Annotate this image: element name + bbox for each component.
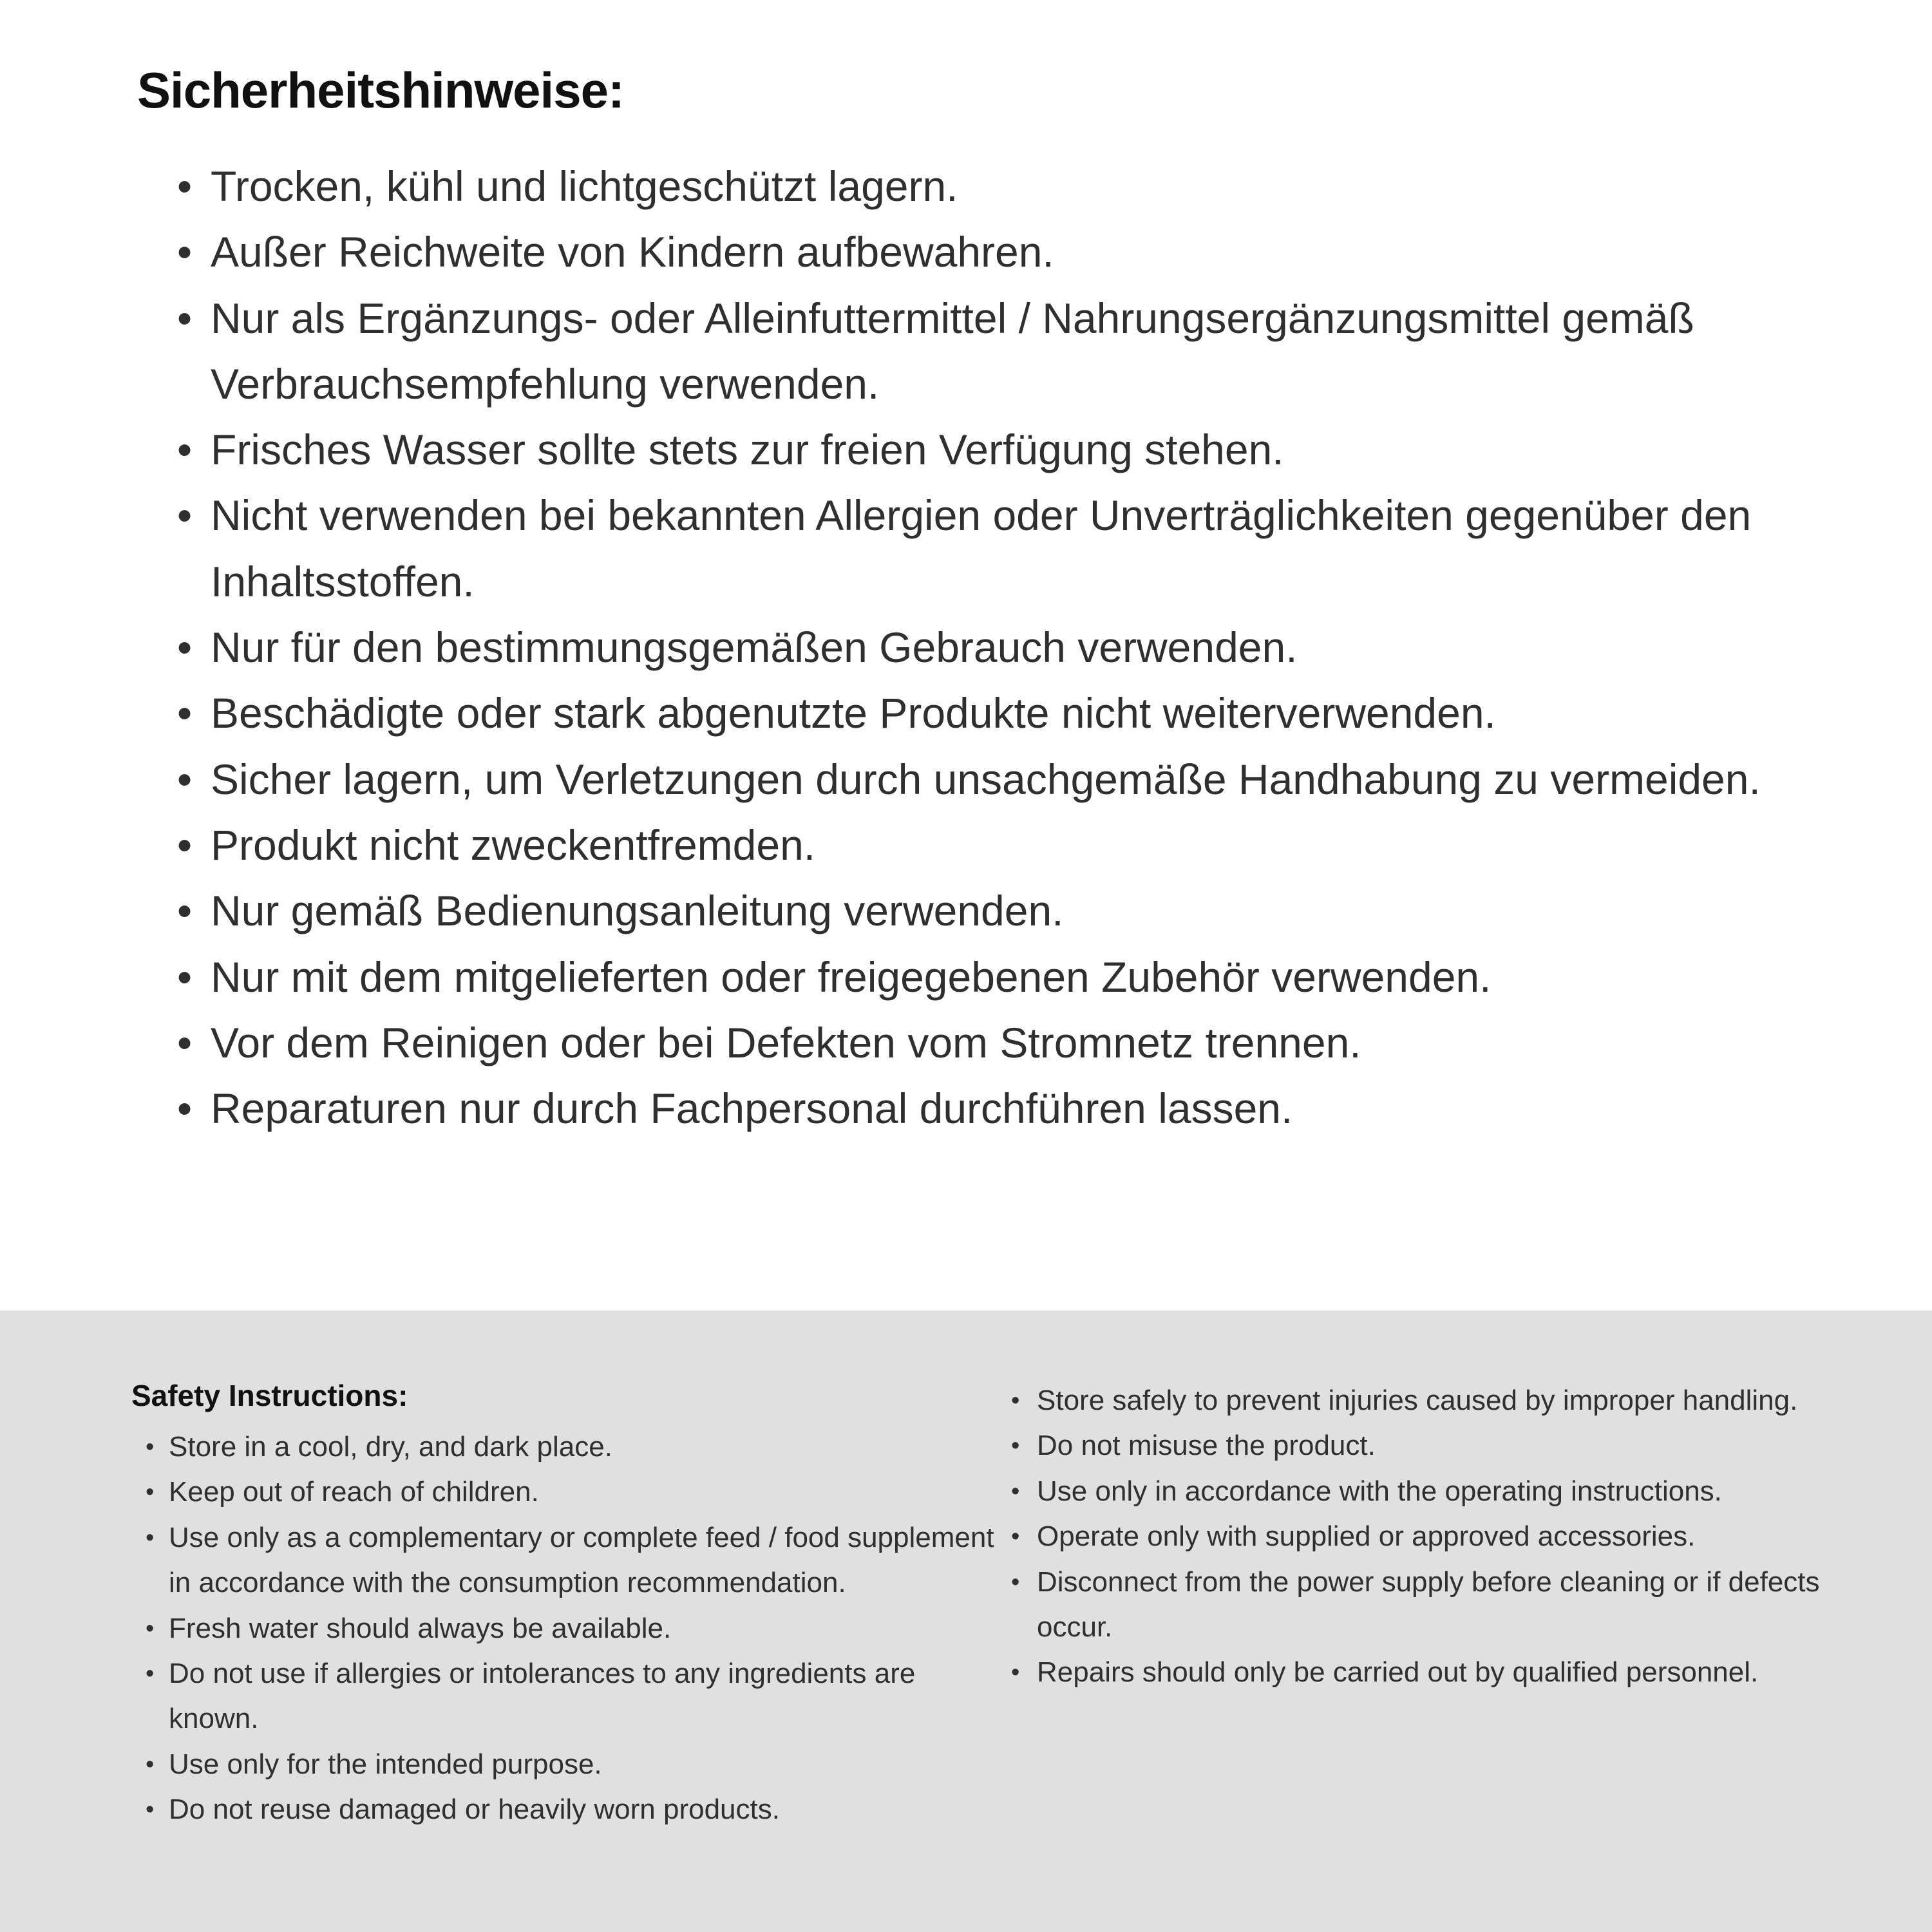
german-list-item — [177, 1010, 1826, 1075]
english-list-item — [131, 1470, 1007, 1515]
german-list-item — [177, 482, 1826, 614]
german-list-item-text: Frisches Wasser sollte stets zur freien Verfügung stehen. — [211, 426, 1284, 474]
english-list-item-text: Store safely to prevent injuries caused by improper handling. — [1037, 1385, 1798, 1416]
english-safety-list-left — [131, 1425, 1007, 1833]
english-list-item-text: Keep out of reach of children. — [169, 1476, 539, 1508]
german-list-item-text: Nur für den bestimmungsgemäßen Gebrauch verwenden. — [211, 623, 1298, 672]
german-section-title: Sicherheitshinweise: — [137, 62, 624, 118]
german-list-item — [177, 1075, 1826, 1141]
english-safety-section — [0, 1311, 1932, 1932]
english-list-item-text: Fresh water should always be available. — [169, 1612, 672, 1644]
german-list-item-text: Trocken, kühl und lichtgeschützt lagern. — [211, 162, 958, 210]
german-list-item-text: Beschädigte oder stark abgenutzte Produkte nicht weiterverwenden. — [211, 689, 1496, 737]
english-list-item-text: Disconnect from the power supply before cleaning or if defects occur. — [1037, 1566, 1820, 1643]
english-safety-list-right — [1011, 1378, 1842, 1696]
german-list-item — [177, 417, 1826, 482]
german-list-item-text: Nur als Ergänzungs- oder Alleinfuttermittel / Nahrungsergänzungsmittel gemäß Verbrauchsempfehlung verwenden. — [211, 294, 1694, 408]
german-list-item-text: Reparaturen nur durch Fachpersonal durchführen lassen. — [211, 1084, 1293, 1133]
german-list-item — [177, 285, 1826, 417]
english-list-item-text: Do not reuse damaged or heavily worn products. — [169, 1794, 780, 1826]
english-list-item — [1011, 1423, 1842, 1468]
german-list-item-text: Produkt nicht zweckentfremden. — [211, 820, 816, 869]
english-list-item — [131, 1425, 1007, 1470]
english-list-item-text: Use only in accordance with the operating instructions. — [1037, 1475, 1722, 1507]
german-list-item — [177, 878, 1826, 943]
english-section-title: Safety Instructions: — [131, 1379, 408, 1412]
english-list-item — [1011, 1378, 1842, 1423]
german-list-item — [177, 219, 1826, 285]
german-list-item — [177, 812, 1826, 878]
german-list-item-text: Nur gemäß Bedienungsanleitung verwenden. — [211, 887, 1064, 935]
english-list-item — [1011, 1469, 1842, 1514]
english-list-item — [1011, 1514, 1842, 1559]
german-list-item — [177, 944, 1826, 1010]
german-list-item-text: Nur mit dem mitgelieferten oder freigegebenen Zubehör verwenden. — [211, 952, 1492, 1001]
german-list-item-text: Sicher lagern, um Verletzungen durch unsachgemäße Handhabung zu vermeiden. — [211, 755, 1761, 803]
english-list-item-text: Store in a cool, dry, and dark place. — [169, 1431, 612, 1463]
german-list-item-text: Außer Reichweite von Kindern aufbewahren. — [211, 228, 1054, 276]
german-list-item — [177, 680, 1826, 746]
english-list-item-text: Repairs should only be carried out by qualified personnel. — [1037, 1656, 1759, 1689]
english-list-item — [131, 1515, 1007, 1606]
german-list-item — [177, 746, 1826, 812]
english-list-item-text: Do not misuse the product. — [1037, 1430, 1376, 1462]
english-left-column — [131, 1378, 1007, 1833]
english-list-item-text: Use only as a complementary or complete feed / food supplement in accordance with the consumption recommendation. — [169, 1521, 994, 1599]
english-list-item — [131, 1742, 1007, 1787]
english-right-column — [1011, 1378, 1842, 1696]
english-list-item-text: Use only for the intended purpose. — [169, 1748, 602, 1780]
english-list-item — [131, 1651, 1007, 1742]
german-list-item-text: Vor dem Reinigen oder bei Defekten vom Stromnetz trennen. — [211, 1018, 1361, 1066]
german-list-item-text: Nicht verwenden bei bekannten Allergien oder Unverträglichkeiten gegenüber den Inhaltsstoffen. — [211, 491, 1752, 605]
german-safety-list — [177, 153, 1826, 1141]
english-list-item — [131, 1787, 1007, 1832]
english-list-item-text: Operate only with supplied or approved accessories. — [1037, 1520, 1696, 1553]
english-list-item — [1011, 1650, 1842, 1695]
english-list-item — [131, 1606, 1007, 1651]
english-list-item — [1011, 1560, 1842, 1651]
english-list-item-text: Do not use if allergies or intolerances to any ingredients are known. — [169, 1657, 916, 1735]
german-list-item — [177, 614, 1826, 680]
german-list-item — [177, 153, 1826, 219]
